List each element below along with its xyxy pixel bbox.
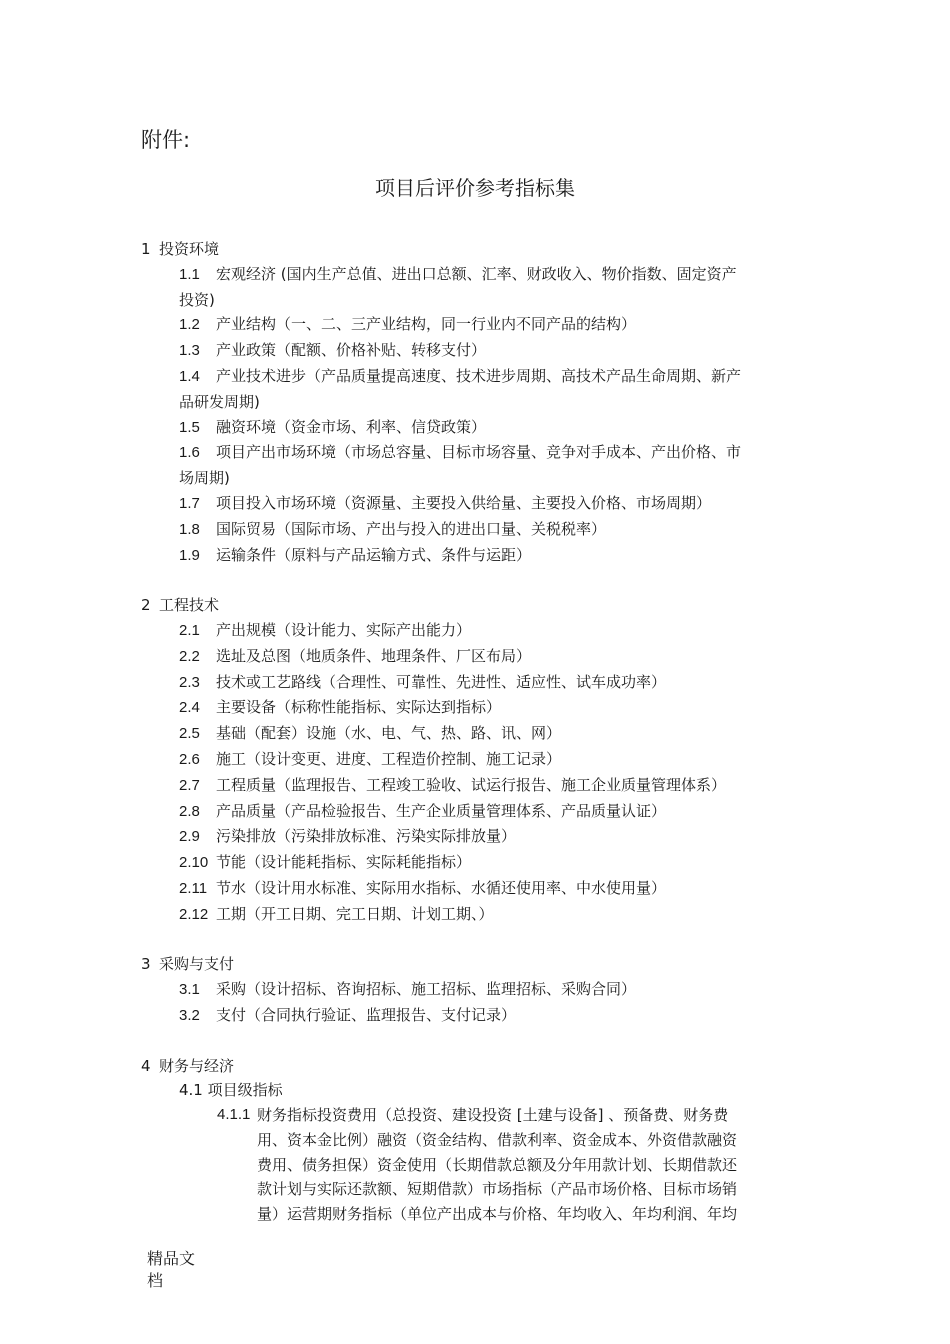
- section-title: 财务与经济: [159, 1056, 235, 1075]
- section-heading: [141, 952, 821, 977]
- section-heading: [141, 1054, 821, 1079]
- list-item: [141, 543, 821, 569]
- list-item: [141, 721, 821, 747]
- item-text: 产出规模（设计能力、实际产出能力）: [216, 620, 472, 639]
- item-number: 2.6: [179, 750, 200, 768]
- item-number: 1.5: [179, 418, 200, 436]
- sub-subsection: [141, 1103, 821, 1227]
- section-investment-environment: [141, 237, 821, 568]
- item-text: 产品质量（产品检验报告、生产企业质量管理体系、产品质量认证）: [216, 801, 667, 820]
- item-text: 节水（设计用水标准、实际用水指标、水循还使用率、中水使用量）: [216, 878, 667, 897]
- item-text: 技术或工艺路线（合理性、可靠性、先进性、适应性、试车成功率）: [216, 672, 667, 691]
- subsub-text: [257, 1103, 817, 1227]
- list-item: [141, 850, 821, 876]
- item-number: 2.9: [179, 828, 200, 846]
- list-item: [141, 1003, 821, 1029]
- list-item-continuation: [141, 288, 821, 313]
- list-item: [141, 364, 821, 390]
- list-item: [141, 262, 821, 288]
- list-item: [141, 415, 821, 441]
- item-text-cont: 品研发周期): [179, 392, 260, 411]
- list-item: [141, 517, 821, 543]
- item-text: 施工（设计变更、进度、工程造价控制、施工记录）: [216, 749, 562, 768]
- item-number: 2.1: [179, 621, 200, 639]
- section-title: 投资环境: [159, 240, 220, 258]
- section-title: 工程技术: [159, 596, 220, 615]
- section-title: 采购与支付: [159, 955, 235, 974]
- list-item: [141, 491, 821, 517]
- item-number: 2.4: [179, 699, 200, 717]
- item-text: 融资环境（资金市场、利率、信贷政策）: [216, 417, 487, 436]
- section-heading: [141, 237, 821, 262]
- text-line: 款计划与实际还款额、短期借款）市场指标（产品市场价格、目标市场销: [257, 1180, 738, 1199]
- section-number: 3: [141, 955, 151, 974]
- list-item: [141, 977, 821, 1003]
- item-text: 选址及总图（地质条件、地理条件、厂区布局）: [216, 646, 532, 665]
- item-text-cont: 场周期): [179, 469, 230, 488]
- item-number: 1.7: [179, 494, 200, 512]
- item-text: 工程质量（监理报告、工程竣工验收、试运行报告、施工企业质量管理体系）: [216, 775, 727, 794]
- list-item: [141, 618, 821, 644]
- item-text: 污染排放（污染排放标准、污染实际排放量）: [216, 827, 517, 846]
- item-text: 宏观经济 (国内生产总值、进出口总额、汇率、财政收入、物价指数、固定资产: [216, 264, 737, 283]
- item-text: 国际贸易（国际市场、产出与投入的进出口量、关税税率）: [216, 519, 607, 538]
- item-number: 1.6: [179, 444, 200, 462]
- list-item: [141, 824, 821, 850]
- list-item: [141, 440, 821, 466]
- item-number: 2.12: [179, 905, 209, 923]
- item-text: 产业结构（一、二、三产业结构，同一行业内不同产品的结构）: [216, 315, 637, 334]
- footer-line: 精品文: [147, 1249, 196, 1268]
- item-text: 节能（设计能耗指标、实际耗能指标）: [216, 853, 472, 872]
- subsection-heading: 4.1 项目级指标: [179, 1081, 283, 1100]
- attachment-label: 附件:: [141, 128, 191, 152]
- item-text: 基础（配套）设施（水、电、气、热、路、讯、网）: [216, 724, 562, 743]
- item-number: 1.4: [179, 367, 200, 385]
- section-engineering-technology: [141, 593, 821, 927]
- text-line: 财务指标投资费用（总投资、建设投资 [土建与设备] 、预备费、财务费: [257, 1106, 729, 1125]
- list-item: [141, 876, 821, 902]
- item-text: 项目投入市场环境（资源量、主要投入供给量、主要投入价格、市场周期）: [216, 493, 712, 512]
- text-line: 量）运营期财务指标（单位产出成本与价格、年均收入、年均利润、年均: [257, 1205, 738, 1224]
- item-text: 运输条件（原料与产品运输方式、条件与运距）: [216, 545, 532, 564]
- section-number: 2: [141, 596, 151, 615]
- section-heading: [141, 593, 821, 618]
- item-number: 2.10: [179, 854, 209, 872]
- item-text: 产业政策（配额、价格补贴、转移支付）: [216, 341, 487, 360]
- item-text: 项目产出市场环境（市场总容量、目标市场容量、竞争对手成本、产出价格、市: [216, 443, 742, 462]
- item-text-cont: 投资): [179, 290, 215, 309]
- item-number: 3.1: [179, 981, 200, 999]
- text-line: 用、资本金比例）融资（资金结构、借款利率、资金成本、外资借款融资: [257, 1130, 738, 1149]
- item-number: 1.9: [179, 546, 200, 564]
- item-number: 2.2: [179, 647, 200, 665]
- list-item: [141, 312, 821, 338]
- item-number: 2.3: [179, 673, 200, 691]
- item-number: 3.2: [179, 1006, 200, 1024]
- list-item: [141, 902, 821, 928]
- item-number: 2.5: [179, 725, 200, 743]
- list-item: [141, 670, 821, 696]
- subsub-number: 4.1.1: [217, 1106, 251, 1124]
- text-line: 费用、债务担保）资金使用（长期借款总额及分年用款计划、长期借款还: [257, 1155, 738, 1174]
- list-item-continuation: [141, 466, 821, 491]
- section-finance-economy: [141, 1054, 821, 1228]
- indicator-list: [141, 237, 821, 1252]
- footer-line: 档: [147, 1271, 164, 1290]
- list-item: [141, 644, 821, 670]
- document-title: 项目后评价参考指标集: [375, 176, 575, 200]
- list-item: [141, 773, 821, 799]
- item-number: 2.7: [179, 776, 200, 794]
- list-item: [141, 799, 821, 825]
- item-text: 采购（设计招标、咨询招标、施工招标、监理招标、采购合同）: [216, 980, 637, 999]
- item-text: 产业技术进步（产品质量提高速度、技术进步周期、高技术产品生命周期、新产: [216, 366, 742, 385]
- footer-mark: [147, 1248, 207, 1292]
- item-text: 工期（开工日期、完工日期、计划工期、）: [216, 904, 494, 923]
- section-number: 4: [141, 1056, 151, 1075]
- list-item: [141, 338, 821, 364]
- list-item-continuation: [141, 390, 821, 415]
- list-item: [141, 695, 821, 721]
- item-text: 支付（合同执行验证、监理报告、支付记录）: [216, 1005, 517, 1024]
- item-number: 1.1: [179, 265, 200, 283]
- item-number: 1.3: [179, 342, 200, 360]
- item-number: 1.2: [179, 316, 200, 334]
- section-number: 1: [141, 240, 151, 258]
- list-item: [141, 747, 821, 773]
- item-number: 1.8: [179, 520, 200, 538]
- section-procurement-payment: [141, 952, 821, 1028]
- item-text: 主要设备（标称性能指标、实际达到指标）: [216, 698, 502, 717]
- item-number: 2.11: [179, 879, 208, 897]
- item-number: 2.8: [179, 802, 200, 820]
